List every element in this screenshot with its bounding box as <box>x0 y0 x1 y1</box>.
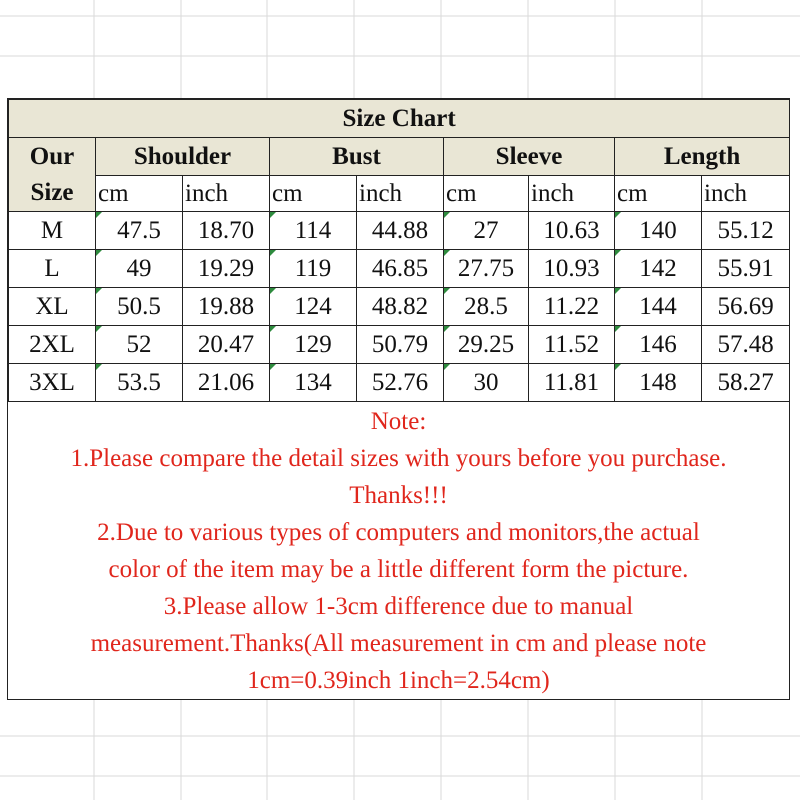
length-inch-cell: 55.12 <box>702 212 790 250</box>
sleeve-cm-cell: 28.5 <box>444 288 529 326</box>
sleeve-cm-cell: 30 <box>444 364 529 402</box>
unit-cell: cm <box>270 176 357 212</box>
bust-cm-cell: 124 <box>270 288 357 326</box>
unit-row <box>9 176 790 212</box>
length-cm-cell: 140 <box>615 212 702 250</box>
length-inch-cell: 57.48 <box>702 326 790 364</box>
shoulder-inch-cell: 19.88 <box>183 288 270 326</box>
shoulder-cm-cell: 52 <box>96 326 183 364</box>
sleeve-cm-cell: 29.25 <box>444 326 529 364</box>
shoulder-cm-cell: 53.5 <box>96 364 183 402</box>
group-header-shoulder: Shoulder <box>96 138 270 176</box>
size-label-cell: M <box>9 212 96 250</box>
chart-title: Size Chart <box>9 100 790 138</box>
table-row <box>9 250 790 288</box>
size-header-line-2: Size <box>30 178 74 206</box>
sleeve-inch-cell: 10.93 <box>529 250 615 288</box>
unit-cell: cm <box>615 176 702 212</box>
shoulder-inch-cell: 21.06 <box>183 364 270 402</box>
size-chart-table <box>8 99 790 402</box>
note-line: 1.Please compare the detail sizes with yours before you purchase. <box>70 445 727 472</box>
shoulder-cm-cell: 50.5 <box>96 288 183 326</box>
table-row <box>9 212 790 250</box>
length-cm-cell: 148 <box>615 364 702 402</box>
size-column-header <box>9 138 96 212</box>
shoulder-cm-cell: 47.5 <box>96 212 183 250</box>
bust-inch-cell: 48.82 <box>357 288 444 326</box>
shoulder-inch-cell: 18.70 <box>183 212 270 250</box>
size-label-cell: L <box>9 250 96 288</box>
table-row <box>9 288 790 326</box>
note-heading: Note: <box>370 408 427 435</box>
length-cm-cell: 142 <box>615 250 702 288</box>
bust-cm-cell: 114 <box>270 212 357 250</box>
bust-inch-cell: 44.88 <box>357 212 444 250</box>
size-label-cell: 3XL <box>9 364 96 402</box>
note-line: Thanks!!! <box>349 482 448 509</box>
sleeve-inch-cell: 11.81 <box>529 364 615 402</box>
unit-cell: cm <box>444 176 529 212</box>
unit-cell: inch <box>702 176 790 212</box>
bust-inch-cell: 50.79 <box>357 326 444 364</box>
note-line: 3.Please allow 1-3cm difference due to manual <box>163 593 634 620</box>
length-cm-cell: 146 <box>615 326 702 364</box>
note-line: 2.Due to various types of computers and monitors,the actual <box>97 519 700 546</box>
bust-cm-cell: 119 <box>270 250 357 288</box>
size-label-cell: 2XL <box>9 326 96 364</box>
shoulder-cm-cell: 49 <box>96 250 183 288</box>
sleeve-inch-cell: 11.22 <box>529 288 615 326</box>
size-label-cell: XL <box>9 288 96 326</box>
bust-cm-cell: 129 <box>270 326 357 364</box>
group-header-length: Length <box>615 138 790 176</box>
group-header-bust: Bust <box>270 138 444 176</box>
bust-inch-cell: 46.85 <box>357 250 444 288</box>
note-line: color of the item may be a little different form the picture. <box>108 556 689 583</box>
group-header-row <box>9 138 790 176</box>
note-line: 1cm=0.39inch 1inch=2.54cm) <box>247 667 550 694</box>
bust-inch-cell: 52.76 <box>357 364 444 402</box>
shoulder-inch-cell: 19.29 <box>183 250 270 288</box>
size-chart-sheet <box>7 98 790 700</box>
unit-cell: inch <box>183 176 270 212</box>
unit-cell: inch <box>357 176 444 212</box>
table-row <box>9 364 790 402</box>
unit-cell: inch <box>529 176 615 212</box>
note-line: measurement.Thanks(All measurement in cm and please note <box>90 630 707 657</box>
bust-cm-cell: 134 <box>270 364 357 402</box>
shoulder-inch-cell: 20.47 <box>183 326 270 364</box>
sleeve-cm-cell: 27.75 <box>444 250 529 288</box>
notes-block <box>8 403 789 699</box>
length-cm-cell: 144 <box>615 288 702 326</box>
unit-cell: cm <box>96 176 183 212</box>
group-header-sleeve: Sleeve <box>444 138 615 176</box>
sleeve-inch-cell: 10.63 <box>529 212 615 250</box>
table-row <box>9 326 790 364</box>
length-inch-cell: 58.27 <box>702 364 790 402</box>
length-inch-cell: 55.91 <box>702 250 790 288</box>
size-header-line-1: Our <box>29 142 75 170</box>
length-inch-cell: 56.69 <box>702 288 790 326</box>
sleeve-inch-cell: 11.52 <box>529 326 615 364</box>
title-row <box>9 100 790 138</box>
sleeve-cm-cell: 27 <box>444 212 529 250</box>
